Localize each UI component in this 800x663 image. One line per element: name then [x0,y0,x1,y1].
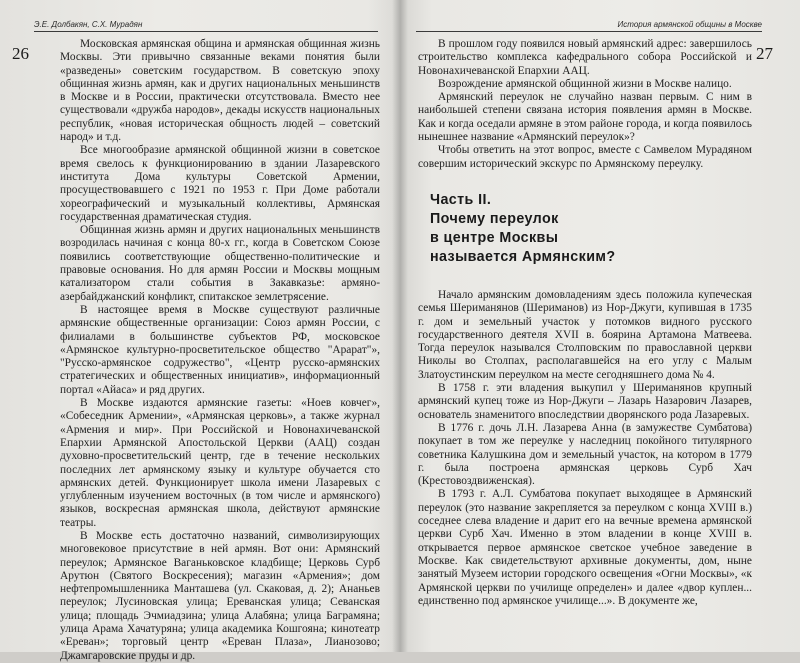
page-number-right: 27 [756,44,773,63]
paragraph: Начало армянским домовладениям здесь положила купеческая семья Шериманянов (Шериманов) из Нор-Джуги, купившая в 1735 г. дом и земельный участок у потомков видного русского государственного деятеля XVII в. боярина Артамона Матвеева. Тогда переулок назывался Столповским по православной церкви Николы во Столпах, располагавшейся на его углу с Малым Златоустинским переулком на месте сегодняшнего дома № 4. [418,288,752,381]
paragraph: Возрождение армянской общинной жизни в Москве налицо. [438,77,732,90]
chapter-heading [430,191,752,267]
paragraph: В 1793 г. А.Л. Сумбатова покупает выходящее в Армянский переулок (это название закрепляется за переулком с конца XVIII в.) соседнее слева владение и дарит его на вечные времена армянской церкви Сурб Хач. Именно в этом владении в конце XVIII в. открывается первое армянское светское учебное заведение в Москве. Как свидетельствуют архивные документы, дом, ныне занятый Музеем истории городского освещения «Огни Москвы», «к Армянской церкви по училище определен» и далее «двор куплен... единственно под армянское училище...». В документе же, [418,488,752,607]
paragraph: Московская армянская община и армянская общинная жизнь Москвы. Эти привычно связанные веками понятия были «разведены» советским государством. В советскую эпоху общинная жизнь армян, как и других национальных меньшинств в Москве и в России, практически отсутствовала. Вместо нее существовали «дружба народов», декады искусств национальных республик, «новая историческая общность людей – советский народ» и т.д. [60,38,380,144]
left-page [0,0,400,662]
paragraph: Чтобы ответить на этот вопрос, вместе с Самвелом Мурадяном совершим исторический экскурс по Армянскому переулку. [418,144,752,170]
chapter-heading-line: Почему переулок [430,210,559,227]
book-gutter-shadow [392,0,408,652]
header-rule [416,31,762,32]
paragraph: Общинная жизнь армян и других национальных меньшинств возродилась начиная с конца 80-х гг., когда в Советском Союзе появились соответствующие общественно-политические и правовые основания. Но для армян России и Москвы мощным катализатором стали события в Закавказье: армяно-азербайджанский конфликт, спитакское землетрясение. [60,224,380,303]
paragraph: В настоящее время в Москве существуют различные армянские общественные организации: Союз армян России, с филиалами в большинстве субъектов РФ, московское «Армянское культурно-просветительское общество "Арарат"», "Русско-армянское содружество", «Центр русско-армянских стратегических и общественных инициатив», информационный портал «Айаса» и ряд других. [60,303,380,396]
header-authors: Э.Е. Долбакян, С.Х. Мурадян [34,20,143,29]
chapter-heading-line: называется Армянским? [430,248,616,265]
chapter-heading-line: Часть II. [430,191,492,208]
header-book-title: История армянской общины в Москве [617,20,762,29]
running-header-left [34,20,378,32]
page-number-left: 26 [12,44,29,63]
paragraph: В Москве издаются армянские газеты: «Ноев ковчег», «Собеседник Армении», «Армянская церковь», а также журнал «Армения и мир». При Российской и Новонахичеванской Епархии Армянской Апостольской Церкви (ААЦ) создан духовно-просветительский центр, где в течение нескольких последних лет армянскому языку и культуре обучается сто армянских детей. Функционирует школа имени Лазаревых с углубленным изучением восточных (в том числе и армянского) языков, воскресная армянская школа, действуют армянские театры. [60,397,380,529]
right-text-column [418,38,752,608]
header-rule [34,31,378,32]
paragraph: В Москве есть достаточно названий, символизирующих многовековое присутствие в ней армян. Вот они: Армянский переулок; Армянское Ваганьковское кладбище; Церковь Сурб Арутюн (Святого Воскресения); магазин «Армения»; дом нефтепромышленника Манташева (ул. Скаковая, д. 2); Ананьев переулок; Лусиновская улица; Ереванская улица; Севанская улица; площадь Эчмиадзина; улица Алабяна; улица Баграмяна; улица Арама Хачатуряна; улица академика Кошгояна; кинотеатр «Ереван»; торговый центр «Ереван Плаза», Лианозово; Джамгаровские пруды и др. [60,529,380,662]
paragraph: В 1758 г. эти владения выкупил у Шериманянов крупный армянский купец тоже из Нор-Джуги – Лазарь Назарович Лазарев, основатель знаменитого впоследствии дворянского рода Лазаревых. [418,382,752,421]
left-text-column [60,38,380,663]
paragraph: Армянский переулок не случайно назван первым. С ним в наибольшей степени связана история появления армян в Москве. Как и когда оседали армяне в этом районе города, и когда появилось нынешнее название «Армянский переулок»? [418,91,752,144]
running-header-right [416,20,762,32]
paragraph: В прошлом году появился новый армянский адрес: завершилось строительство комплекса кафедрального собора Российской и Новонахичеванской Епархии ААЦ. [418,38,752,77]
paragraph: Все многообразие армянской общинной жизни в советское время свелось к функционированию в здании Лазаревского института Дома культуры Советской Армении, просуществовавшего с 1921 по 1953 г. При Доме работали хореографический и музыкальный коллективы, Армянская государственная драматическая студия. [60,144,380,223]
chapter-heading-line: в центре Москвы [430,229,559,246]
paragraph: В 1776 г. дочь Л.Н. Лазарева Анна (в замужестве Сумбатова) покупает в том же переулке у наследниц покойного титулярного советника Калушкина дом и земельный участок, на котором в 1779 г. была построена армянская церковь Сурб Хач (Крестовоздвиженская). [418,421,752,488]
right-page [400,0,800,652]
